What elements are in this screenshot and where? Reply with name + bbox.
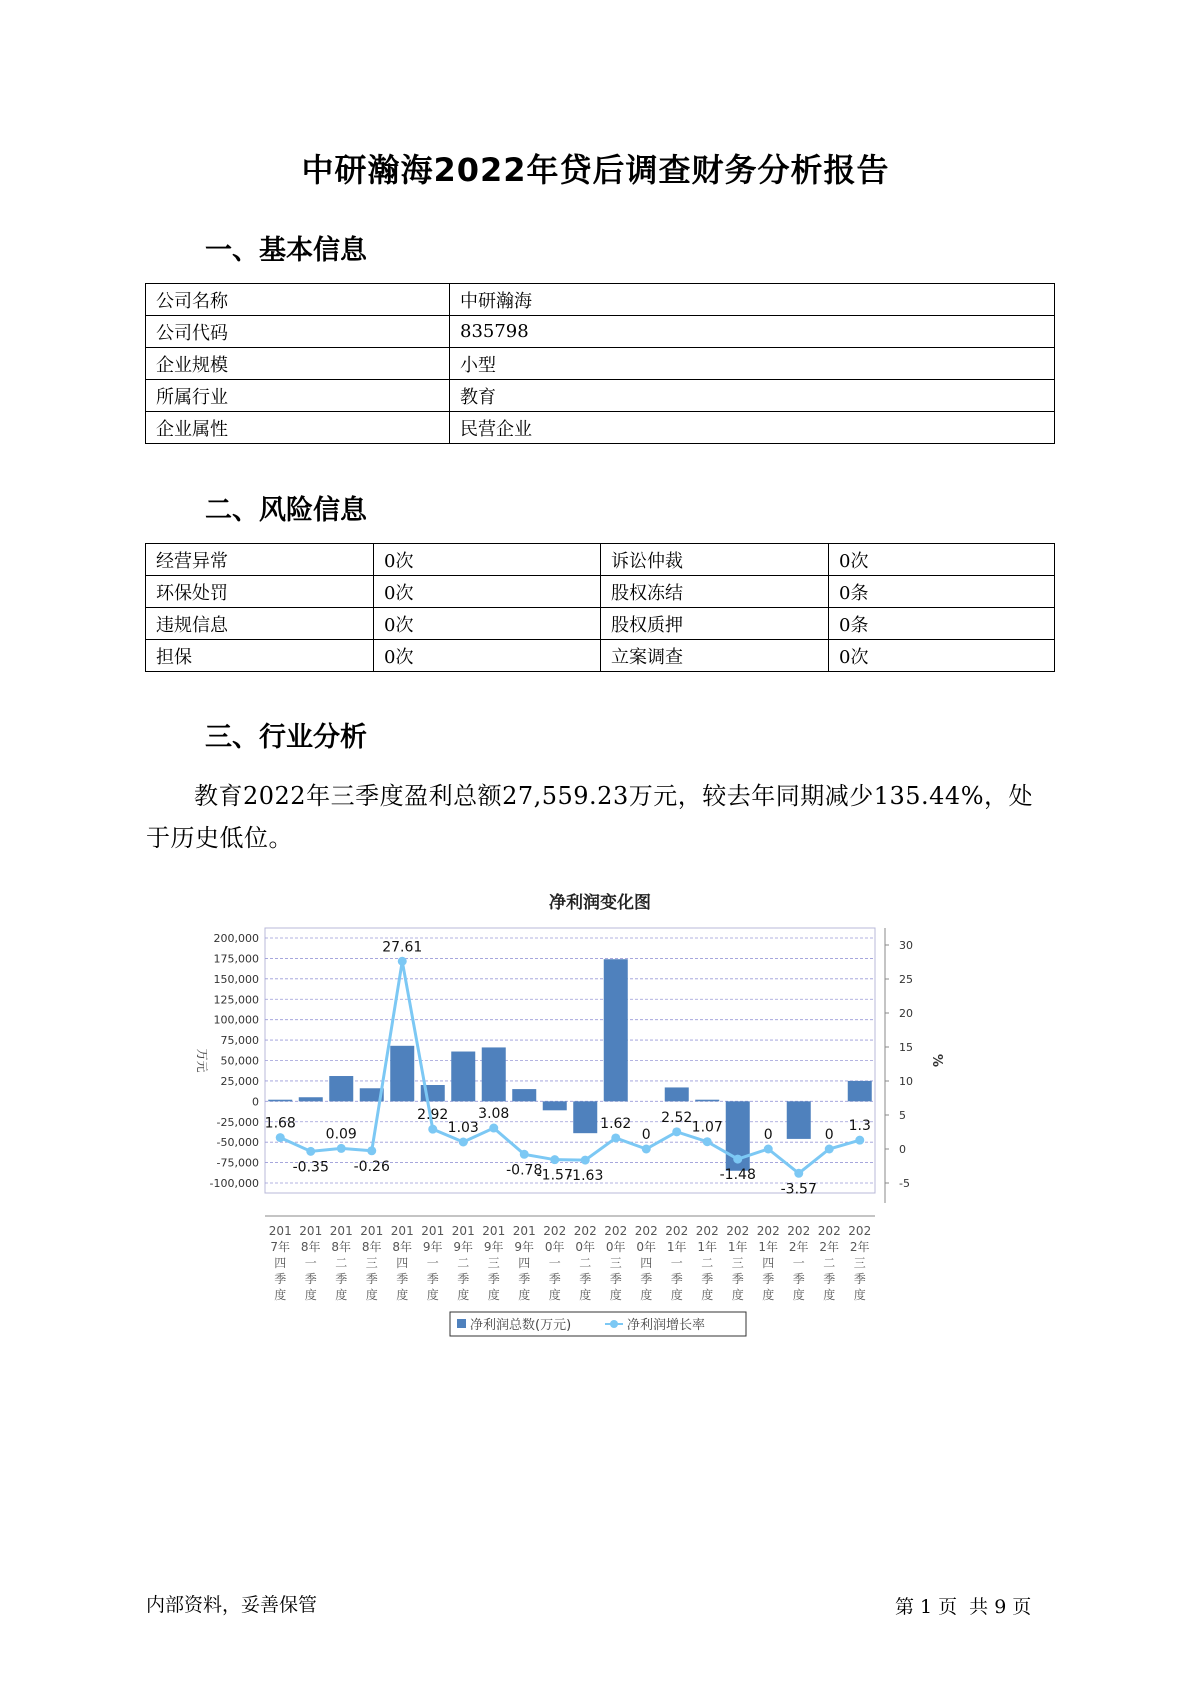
x-tick-label: 0年 [575, 1240, 596, 1254]
y-right-tick-label: 15 [899, 1041, 913, 1054]
growth-rate-label: -1.57 [536, 1167, 573, 1184]
x-tick-label: 202 [817, 1224, 841, 1238]
x-tick-label: 202 [573, 1224, 597, 1238]
growth-rate-label: 0 [763, 1127, 773, 1143]
x-tick-label: 201 [360, 1224, 384, 1238]
x-tick-label: 8年 [331, 1240, 352, 1254]
footer-page-info [895, 1592, 1037, 1619]
risk-value: 0条 [829, 576, 1055, 608]
growth-rate-label: 0.09 [325, 1126, 357, 1143]
growth-rate-label: -1.63 [567, 1168, 604, 1185]
y-right-tick-label: 25 [899, 973, 913, 986]
x-tick-label: 度 [396, 1288, 409, 1302]
x-tick-label: 度 [731, 1288, 744, 1302]
x-tick-label: 度 [792, 1288, 805, 1302]
risk-value: 0次 [829, 544, 1055, 576]
x-tick-label: 三 [731, 1256, 744, 1270]
basic-info-label: 公司代码 [146, 316, 450, 348]
risk-value: 0条 [829, 608, 1055, 640]
x-tick-label: 季 [518, 1272, 531, 1286]
section-heading-industry-analysis: 三、行业分析 [205, 722, 367, 753]
risk-label: 担保 [146, 640, 374, 672]
bar-net-profit [329, 1076, 353, 1101]
x-tick-label: 度 [548, 1288, 561, 1302]
x-tick-label: 202 [726, 1224, 750, 1238]
y-left-tick-label: -75,000 [216, 1156, 259, 1170]
table-row [146, 576, 1055, 608]
x-tick-label: 201 [482, 1224, 506, 1238]
x-tick-label: 201 [268, 1224, 292, 1238]
x-tick-label: 1年 [666, 1240, 687, 1254]
bar-net-profit [299, 1097, 323, 1101]
footer-confidential-note: 内部资料，妥善保管 [146, 1594, 318, 1616]
x-tick-label: 202 [604, 1224, 628, 1238]
growth-rate-label: 1.62 [600, 1115, 632, 1132]
x-tick-label: 季 [701, 1272, 714, 1286]
legend-line-label: 净利润增长率 [627, 1318, 706, 1333]
chart-title: 净利润变化图 [549, 893, 651, 913]
risk-label: 违规信息 [146, 608, 374, 640]
y-left-tick-label: -100,000 [209, 1177, 259, 1190]
chart-grid [265, 928, 875, 1193]
x-tick-label: 0年 [605, 1240, 626, 1254]
growth-rate-point [611, 1133, 620, 1142]
basic-info-value: 中研瀚海 [450, 284, 1055, 316]
y-right-tick-label: 0 [899, 1143, 906, 1156]
growth-rate-label: 1.3 [848, 1118, 871, 1135]
x-tick-label: 201 [512, 1224, 536, 1238]
bar-net-profit [604, 959, 628, 1101]
risk-label: 环保处罚 [146, 576, 374, 608]
growth-rate-point [459, 1137, 468, 1146]
x-tick-label: 202 [848, 1224, 872, 1238]
x-tick-label: 一 [426, 1256, 439, 1270]
growth-rate-point [428, 1125, 437, 1134]
x-tick-label: 季 [335, 1272, 348, 1286]
legend-bar-swatch [457, 1319, 466, 1328]
risk-label: 股权冻结 [601, 576, 829, 608]
basic-info-value: 民营企业 [450, 412, 1055, 444]
y-left-tick-label: -50,000 [216, 1136, 259, 1150]
document-title: 中研瀚海2022年贷后调查财务分析报告 [301, 151, 890, 189]
x-tick-label: 度 [335, 1288, 348, 1302]
x-tick-label: 二 [579, 1256, 592, 1270]
bar-net-profit [268, 1100, 292, 1102]
total-unit: 页 [1012, 1596, 1032, 1618]
x-tick-label: 8年 [300, 1240, 321, 1254]
legend-line-marker [610, 1320, 618, 1328]
growth-rate-point [581, 1156, 590, 1165]
x-tick-label: 一 [670, 1256, 683, 1270]
x-tick-label: 度 [304, 1288, 317, 1302]
y-left-tick-label: 100,000 [213, 1013, 259, 1027]
growth-rate-point [794, 1169, 803, 1178]
x-tick-label: 202 [787, 1224, 811, 1238]
growth-rate-label: -0.26 [353, 1158, 390, 1175]
risk-value: 0次 [374, 544, 601, 576]
growth-rate-label: 1.68 [264, 1115, 296, 1132]
y-right-tick-label: 5 [899, 1109, 906, 1122]
page-number: 1 [920, 1596, 933, 1618]
risk-label: 立案调查 [601, 640, 829, 672]
table-row [146, 412, 1055, 444]
x-tick-label: 季 [823, 1272, 836, 1286]
x-tick-label: 季 [762, 1272, 775, 1286]
x-tick-label: 度 [274, 1288, 287, 1302]
x-tick-label: 季 [609, 1272, 622, 1286]
net-profit-chart [180, 885, 1000, 1355]
bar-net-profit [451, 1052, 475, 1102]
x-tick-label: 0年 [544, 1240, 565, 1254]
x-tick-label: 9年 [514, 1240, 535, 1254]
basic-info-value: 835798 [450, 316, 1055, 348]
y-left-tick-label: 75,000 [220, 1034, 259, 1048]
section-heading-basic-info: 一、基本信息 [205, 235, 367, 266]
x-tick-label: 季 [457, 1272, 470, 1286]
x-tick-label: 1年 [697, 1240, 718, 1254]
x-tick-label: 度 [457, 1288, 470, 1302]
bar-net-profit [848, 1081, 872, 1101]
growth-rate-label: -0.78 [506, 1162, 543, 1179]
bar-net-profit [543, 1101, 567, 1110]
basic-info-label: 企业规模 [146, 348, 450, 380]
x-tick-label: 三 [609, 1256, 622, 1270]
x-tick-label: 四 [396, 1256, 409, 1270]
x-tick-label: 四 [518, 1256, 531, 1270]
table-row [146, 380, 1055, 412]
x-tick-label: 度 [609, 1288, 622, 1302]
bar-net-profit [573, 1101, 597, 1133]
table-row [146, 640, 1055, 672]
growth-rate-point [703, 1137, 712, 1146]
y-left-tick-label: -25,000 [216, 1115, 259, 1129]
x-tick-label: 202 [756, 1224, 780, 1238]
x-tick-label: 季 [579, 1272, 592, 1286]
x-tick-label: 1年 [758, 1240, 779, 1254]
y-right-tick-label: -5 [899, 1177, 910, 1190]
x-tick-label: 202 [665, 1224, 689, 1238]
x-tick-label: 度 [365, 1288, 378, 1302]
risk-value: 0次 [374, 608, 601, 640]
x-tick-label: 季 [548, 1272, 561, 1286]
basic-info-label: 公司名称 [146, 284, 450, 316]
y-left-tick-label: 200,000 [213, 932, 259, 945]
y-right-tick-label: 30 [899, 939, 913, 952]
table-row [146, 544, 1055, 576]
growth-rate-point [337, 1144, 346, 1153]
basic-info-value: 小型 [450, 348, 1055, 380]
y-right-axis-title: % [929, 1053, 944, 1068]
growth-rate-point [764, 1145, 773, 1154]
x-tick-label: 9年 [483, 1240, 504, 1254]
risk-label: 股权质押 [601, 608, 829, 640]
growth-rate-point [489, 1124, 498, 1133]
y-left-tick-label: 0 [252, 1095, 259, 1109]
y-right-tick-label: 20 [899, 1007, 913, 1020]
x-tick-label: 度 [853, 1288, 866, 1302]
table-row [146, 316, 1055, 348]
bar-net-profit [665, 1087, 689, 1101]
growth-rate-point [520, 1150, 529, 1159]
x-tick-label: 度 [426, 1288, 439, 1302]
x-tick-label: 四 [762, 1256, 775, 1270]
x-tick-label: 2年 [819, 1240, 840, 1254]
basic-info-table [145, 283, 1055, 444]
x-tick-label: 201 [390, 1224, 414, 1238]
x-tick-label: 二 [457, 1256, 470, 1270]
x-tick-label: 201 [421, 1224, 445, 1238]
growth-rate-label: 2.92 [417, 1107, 449, 1124]
x-tick-label: 季 [640, 1272, 653, 1286]
x-tick-label: 201 [299, 1224, 323, 1238]
page-prefix: 第 [895, 1596, 915, 1618]
x-tick-label: 202 [543, 1224, 567, 1238]
x-tick-label: 二 [701, 1256, 714, 1270]
basic-info-label: 企业属性 [146, 412, 450, 444]
table-row [146, 284, 1055, 316]
risk-value: 0次 [374, 576, 601, 608]
x-tick-label: 8年 [361, 1240, 382, 1254]
x-tick-label: 季 [670, 1272, 683, 1286]
x-tick-label: 7年 [270, 1240, 291, 1254]
x-tick-label: 一 [548, 1256, 561, 1270]
x-tick-label: 202 [695, 1224, 719, 1238]
x-tick-label: 三 [365, 1256, 378, 1270]
x-tick-label: 度 [701, 1288, 714, 1302]
growth-rate-label: -0.35 [292, 1159, 329, 1176]
x-tick-label: 202 [634, 1224, 658, 1238]
y-left-tick-label: 50,000 [220, 1054, 259, 1068]
x-tick-label: 季 [274, 1272, 287, 1286]
chart-x-labels [265, 1216, 875, 1302]
x-tick-label: 2年 [849, 1240, 870, 1254]
growth-rate-point [672, 1127, 681, 1136]
growth-rate-label: 1.03 [447, 1119, 479, 1136]
x-tick-label: 二 [823, 1256, 836, 1270]
section-heading-risk-info: 二、风险信息 [205, 495, 367, 526]
basic-info-value: 教育 [450, 380, 1055, 412]
risk-value: 0次 [829, 640, 1055, 672]
x-tick-label: 度 [487, 1288, 500, 1302]
y-right-tick-label: 10 [899, 1075, 913, 1088]
x-tick-label: 季 [792, 1272, 805, 1286]
x-tick-label: 三 [853, 1256, 866, 1270]
x-tick-label: 度 [670, 1288, 683, 1302]
total-pages: 9 [994, 1596, 1007, 1618]
growth-rate-label: 27.61 [382, 939, 423, 956]
x-tick-label: 一 [304, 1256, 317, 1270]
x-tick-label: 8年 [392, 1240, 413, 1254]
industry-paragraph: 教育2022年三季度盈利总额27,559.23万元，较去年同期减少135.44%，处于历史低位。 [146, 782, 1034, 852]
x-tick-label: 2年 [788, 1240, 809, 1254]
x-tick-label: 四 [640, 1256, 653, 1270]
x-tick-label: 9年 [453, 1240, 474, 1254]
growth-rate-point [398, 957, 407, 966]
y-left-tick-label: 25,000 [220, 1074, 259, 1088]
y-left-tick-label: 175,000 [213, 952, 259, 966]
growth-rate-label: 0 [641, 1127, 651, 1143]
x-tick-label: 二 [335, 1256, 348, 1270]
y-left-axis-title: 万元 [195, 1048, 209, 1073]
growth-rate-label: 0 [824, 1127, 834, 1143]
x-tick-label: 一 [792, 1256, 805, 1270]
table-row [146, 608, 1055, 640]
x-tick-label: 季 [853, 1272, 866, 1286]
growth-rate-point [855, 1136, 864, 1145]
legend-bar-label: 净利润总数(万元) [470, 1318, 572, 1333]
x-tick-label: 季 [365, 1272, 378, 1286]
bar-net-profit [482, 1047, 506, 1101]
risk-label: 诉讼仲裁 [601, 544, 829, 576]
x-tick-label: 9年 [422, 1240, 443, 1254]
growth-rate-point [276, 1133, 285, 1142]
x-tick-label: 1年 [727, 1240, 748, 1254]
x-tick-label: 度 [640, 1288, 653, 1302]
growth-rate-label: -3.57 [780, 1181, 817, 1198]
x-tick-label: 度 [518, 1288, 531, 1302]
growth-rate-point [550, 1155, 559, 1164]
growth-rate-point [367, 1146, 376, 1155]
y-left-tick-label: 150,000 [213, 972, 259, 986]
bar-net-profit [390, 1046, 414, 1102]
page-unit: 页 [938, 1596, 958, 1618]
x-tick-label: 三 [487, 1256, 500, 1270]
x-tick-label: 度 [579, 1288, 592, 1302]
growth-rate-point [306, 1147, 315, 1156]
growth-rate-point [733, 1155, 742, 1164]
x-tick-label: 四 [274, 1256, 287, 1270]
x-tick-label: 度 [823, 1288, 836, 1302]
x-tick-label: 201 [329, 1224, 353, 1238]
risk-value: 0次 [374, 640, 601, 672]
x-tick-label: 201 [451, 1224, 475, 1238]
total-prefix: 共 [969, 1596, 989, 1618]
growth-rate-point [642, 1145, 651, 1154]
y-left-tick-label: 125,000 [213, 993, 259, 1007]
growth-rate-label: -1.48 [719, 1167, 756, 1184]
x-tick-label: 季 [396, 1272, 409, 1286]
table-row [146, 348, 1055, 380]
growth-rate-label: 1.07 [691, 1119, 723, 1136]
chart-legend [450, 1312, 746, 1336]
x-tick-label: 季 [487, 1272, 500, 1286]
bar-net-profit [512, 1089, 536, 1101]
x-tick-label: 季 [426, 1272, 439, 1286]
risk-label: 经营异常 [146, 544, 374, 576]
x-tick-label: 季 [731, 1272, 744, 1286]
risk-info-table [145, 543, 1055, 672]
growth-rate-point [825, 1145, 834, 1154]
x-tick-label: 度 [762, 1288, 775, 1302]
x-tick-label: 0年 [636, 1240, 657, 1254]
basic-info-label: 所属行业 [146, 380, 450, 412]
growth-rate-label: 3.08 [478, 1106, 510, 1123]
bar-net-profit [695, 1100, 719, 1102]
x-tick-label: 季 [304, 1272, 317, 1286]
growth-rate-label: 2.52 [661, 1109, 693, 1126]
bar-net-profit [787, 1101, 811, 1139]
